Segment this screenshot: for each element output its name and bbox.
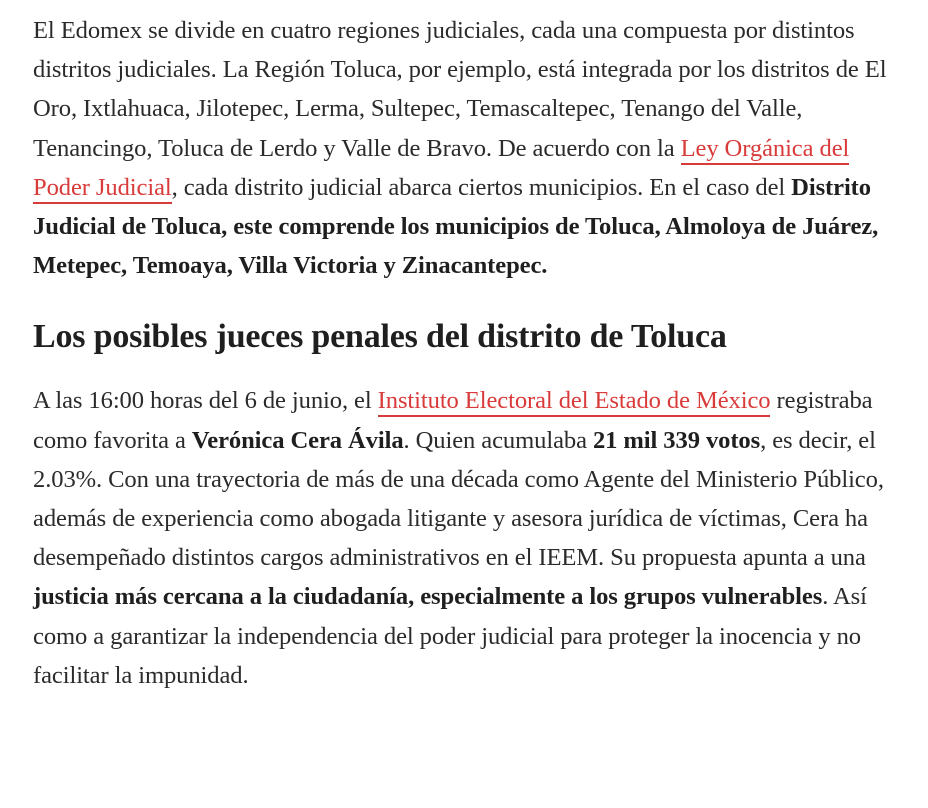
candidate-name: Verónica Cera Ávila	[191, 426, 404, 454]
ieem-link[interactable]: Instituto Electoral del Estado de México	[378, 387, 771, 417]
paragraph-text: . Así como a garantizar la independencia del poder judicial para proteger la inocencia y no facilitar la impunidad.	[33, 583, 867, 689]
paragraph-text: registraba como favorita a	[33, 387, 873, 454]
paragraph-text: , es decir, el 2.03%. Con una trayectoria de más de una década como Agente del Ministerio Público, además de experiencia como abogada litigante y asesora jurídica de víctimas, Cera ha desempeñado distintos cargos administrativos en el IEEM. Su propuesta apunta a una	[33, 426, 884, 572]
proposal-highlight: justicia más cercana a la ciudadanía, especialmente a los grupos vulnerables	[33, 583, 823, 611]
article-body	[33, 11, 895, 695]
vote-count: 21 mil 339 votos	[592, 426, 761, 454]
paragraph-candidate	[33, 381, 895, 695]
ley-organica-link[interactable]: Ley Orgánica del Poder Judicial	[33, 135, 849, 204]
paragraph-text: A las 16:00 horas del 6 de junio, el	[33, 387, 378, 415]
paragraph-text: El Edomex se divide en cuatro regiones judiciales, cada una compuesta por distintos distritos judiciales. La Región Toluca, por ejemplo, está integrada por los distritos de El Oro, Ixtlahuaca, Jilotepec, Lerma, Sultepec, Temascaltepec, Tenango del Valle, Tenancingo, Toluca de Lerdo y Valle de Bravo. De acuerdo con la	[33, 17, 887, 162]
paragraph-regions	[33, 11, 895, 285]
section-heading: Los posibles jueces penales del distrito de Toluca	[33, 318, 727, 356]
paragraph-text: . Quien acumulaba	[403, 426, 593, 454]
paragraph-text: , cada distrito judicial abarca ciertos municipios. En el caso del	[171, 173, 792, 201]
bold-text-distrito-toluca: Distrito Judicial de Toluca, este comprende los municipios de Toluca, Almoloya de Juárez, Metepec, Temoaya, Villa Victoria y Zinacantepec.	[33, 173, 879, 280]
